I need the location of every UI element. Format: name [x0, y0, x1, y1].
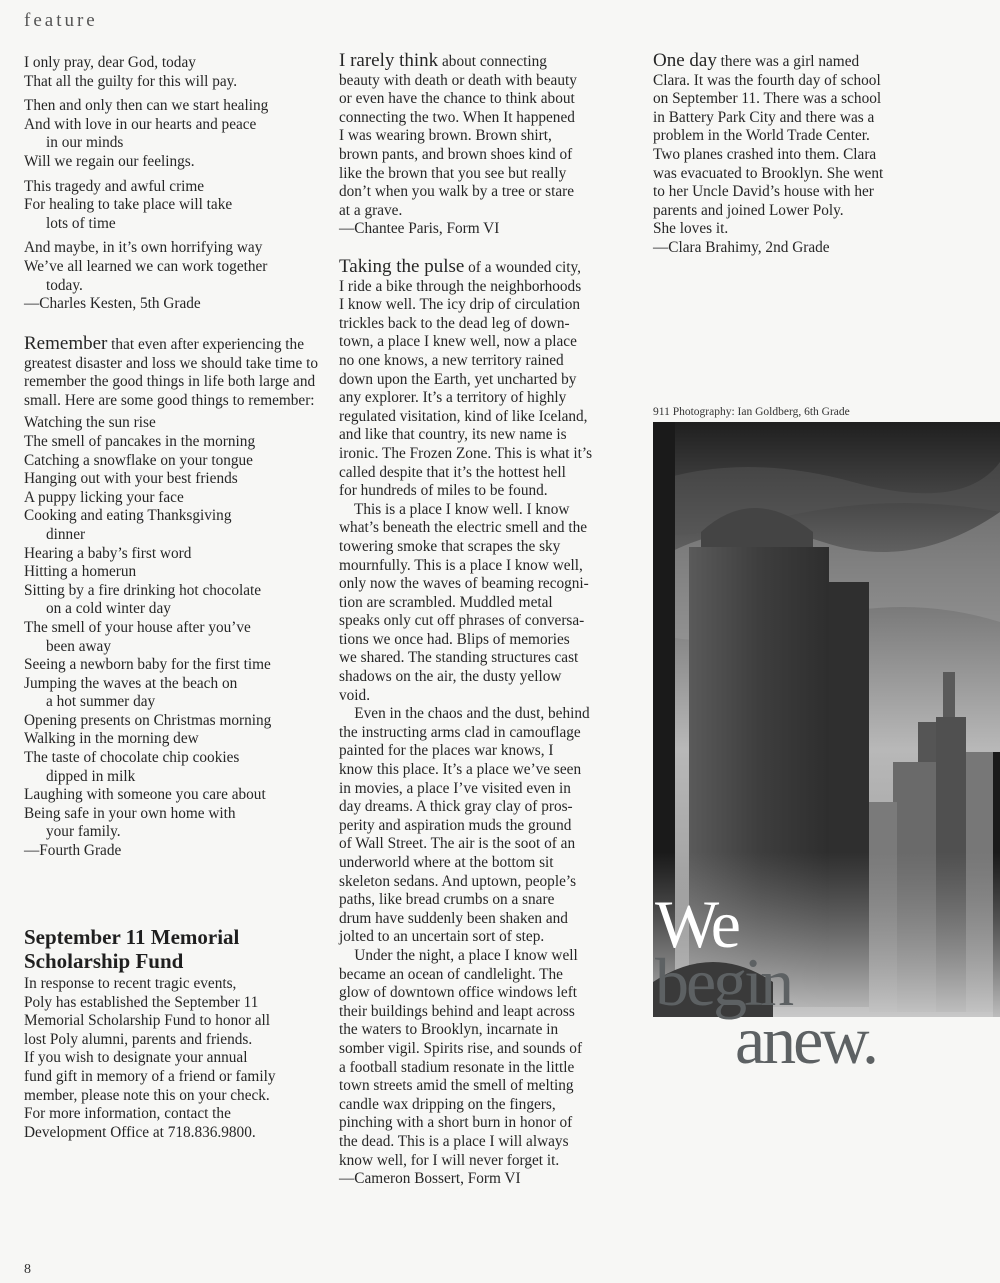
pulse-line: day dreams. A thick gray clay of pros- [339, 798, 573, 816]
remember-item: Seeing a newborn baby for the first time [24, 656, 271, 674]
think-line: at a grave. [339, 201, 403, 219]
think-line: connecting the two. When It happened [339, 108, 575, 126]
remember-section [24, 335, 324, 861]
remember-item: Being safe in your own home with [24, 804, 236, 822]
pulse-line: trickles back to the dead leg of down- [339, 314, 570, 332]
remember-item: The taste of chocolate chip cookies [24, 749, 240, 767]
remember-intro-text: that even after experiencing the greatest disaster and loss we should take time to remember the good things in life both large and small. Here are some good things to remember: [24, 336, 318, 409]
pulse-line: only now the waves of beaming recogni- [339, 575, 589, 593]
pulse-line: void. [339, 686, 371, 704]
poem-line: We’ve all learned we can work together [24, 257, 268, 275]
pulse-line: This is a place I know well. I know [339, 500, 570, 518]
oneday-line [653, 52, 953, 72]
pulse-line: know well, for I will never forget it. [339, 1151, 560, 1169]
pulse-line: candle wax dripping on the fingers, [339, 1095, 556, 1113]
oneday-section [653, 52, 953, 258]
poem-line: lots of time [46, 214, 116, 232]
pulse-lead: Taking the pulse [339, 256, 465, 277]
pulse-line: and like that country, its new name is [339, 426, 567, 444]
pulse-line: down upon the Earth, yet uncharted by [339, 370, 577, 388]
remember-item: your family. [46, 823, 121, 841]
think-line: like the brown that you see but really [339, 164, 567, 182]
pulse-line: underworld where at the bottom sit [339, 854, 554, 871]
pulse-credit: —Cameron Bossert, Form VI [339, 1170, 521, 1188]
remember-item: on a cold winter day [46, 600, 171, 618]
pulse-line: Under the night, a place I know well [339, 946, 578, 964]
remember-item: Catching a snowflake on your tongue [24, 451, 253, 469]
poem-line: today. [46, 276, 83, 294]
think-text: about connecting [438, 53, 547, 70]
oneday-body [653, 52, 953, 239]
pulse-line: no one knows, a new territory rained [339, 351, 564, 369]
remember-item: Hanging out with your best friends [24, 470, 238, 488]
oneday-line: She loves it. [653, 220, 729, 238]
remember-lead: Remember [24, 333, 108, 354]
pulse-line: Even in the chaos and the dust, behind [339, 705, 590, 723]
poem-line: And maybe, in it’s own horrifying way [24, 239, 263, 257]
poem-line: in our minds [46, 134, 124, 152]
oneday-credit: —Clara Brahimy, 2nd Grade [653, 238, 830, 256]
poem-line: And with love in our hearts and peace [24, 115, 257, 133]
oneday-lead: One day [653, 50, 717, 71]
think-credit: —Chantee Paris, Form VI [339, 220, 500, 238]
poem-line: Will we regain our feelings. [24, 152, 195, 170]
headline-line-3: anew. [735, 1002, 877, 1078]
pulse-line: regulated visitation, kind of like Iceland, [339, 407, 588, 425]
oneday-line: in Battery Park City and there was a [653, 108, 875, 126]
pulse-line: the dead. This is a place I will always [339, 1132, 569, 1150]
pulse-body [339, 258, 634, 1170]
pulse-line [339, 258, 634, 278]
oneday-line: to her Uncle David’s house with her [653, 183, 874, 201]
fund-line: For more information, contact the [24, 1105, 231, 1123]
pulse-line: called despite that it’s the hottest hell [339, 463, 566, 481]
pulse-line: of Wall Street. The air is the soot of an [339, 835, 576, 853]
section-label: feature [24, 10, 98, 31]
pulse-line: their buildings behind and leapt across [339, 1002, 575, 1020]
think-line: beauty with death or death with beauty [339, 71, 577, 89]
fund-title-line: September 11 Memorial [24, 925, 240, 949]
pulse-line: skeleton sedans. And uptown, people’s [339, 872, 577, 890]
poem [24, 54, 324, 314]
poem-stanza [24, 178, 324, 234]
think-line [339, 52, 634, 72]
think-lead: I rarely think [339, 50, 439, 71]
remember-item: The smell of pancakes in the morning [24, 432, 256, 450]
poem-stanza [24, 97, 324, 171]
oneday-line: Clara. It was the fourth day of school [653, 71, 881, 89]
fund-line: fund gift in memory of a friend or family [24, 1067, 276, 1085]
pulse-line: jolted to an uncertain sort of step. [339, 928, 545, 946]
fund-line: lost Poly alumni, parents and friends. [24, 1030, 253, 1048]
poem-credit: —Charles Kesten, 5th Grade [24, 295, 201, 313]
headline-line-1: We [655, 886, 738, 962]
pulse-line: perity and aspiration muds the ground [339, 816, 572, 834]
pulse-line: a football stadium resonate in the little [339, 1058, 575, 1076]
pulse-line: ironic. The Frozen Zone. This is what it’s [339, 444, 593, 462]
headline [655, 886, 1000, 1078]
remember-item: Opening presents on Christmas morning [24, 711, 272, 729]
remember-item: The smell of your house after you’ve [24, 618, 251, 636]
pulse-line: for hundreds of miles to be found. [339, 482, 548, 500]
remember-item: Hearing a baby’s first word [24, 544, 192, 562]
pulse-line: the waters to Brooklyn, incarnate in [339, 1021, 559, 1039]
fund-line: Development Office at 718.836.9800. [24, 1123, 256, 1141]
remember-list [24, 414, 324, 842]
pulse-line: tions we once had. Blips of memories [339, 630, 570, 648]
pulse-line: town, a place I knew well, now a place [339, 333, 577, 351]
fund-line: If you wish to designate your annual [24, 1049, 248, 1067]
oneday-line: problem in the World Trade Center. [653, 127, 870, 145]
poem-stanza [24, 239, 324, 295]
oneday-line: was evacuated to Brooklyn. She went [653, 164, 884, 182]
remember-item: a hot summer day [46, 693, 156, 711]
think-line: brown pants, and brown shoes kind of [339, 145, 573, 163]
pulse-line: shadows on the air, the dusty yellow [339, 668, 562, 686]
pulse-line: tion are scrambled. Muddled metal [339, 593, 553, 611]
remember-item: been away [46, 637, 111, 655]
pulse-line: mournfully. This is a place I know well, [339, 556, 583, 574]
pulse-line: glow of downtown office windows left [339, 984, 578, 1002]
remember-item: Cooking and eating Thanksgiving [24, 507, 232, 525]
pulse-line: speaks only cut off phrases of conversa- [339, 612, 585, 630]
oneday-text: there was a girl named [716, 53, 860, 70]
pulse-line: what’s beneath the electric smell and the [339, 519, 588, 537]
remember-item: Jumping the waves at the beach on [24, 674, 238, 692]
oneday-line: on September 11. There was a school [653, 90, 882, 108]
fund-title-line: Scholarship Fund [24, 949, 184, 973]
poem-line: Then and only then can we start healing [24, 97, 269, 115]
poem-line: I only pray, dear God, today [24, 54, 196, 71]
fund-line: member, please note this on your check. [24, 1086, 270, 1104]
poem-stanza [24, 54, 324, 91]
pulse-line: know this place. It’s a place we’ve seen [339, 761, 582, 779]
pulse-text: of a wounded city, [464, 259, 581, 276]
think-line: I was wearing brown. Brown shirt, [339, 127, 552, 145]
pulse-line: the instructing arms clad in camouflage [339, 723, 581, 741]
think-line: or even have the chance to think about [339, 90, 575, 108]
pulse-line: any explorer. It’s a territory of highly [339, 389, 567, 407]
pulse-line: somber vigil. Spirits rise, and sounds of [339, 1039, 583, 1057]
pulse-line: painted for the places war knows, I [339, 742, 554, 760]
pulse-line: towering smoke that scrapes the sky [339, 537, 561, 555]
fund-line: Memorial Scholarship Fund to honor all [24, 1012, 270, 1030]
pulse-line: town streets amid the smell of melting [339, 1077, 574, 1095]
remember-intro [24, 335, 324, 410]
fund-line: In response to recent tragic events, [24, 975, 237, 992]
photo-caption: 911 Photography: Ian Goldberg, 6th Grade [653, 406, 850, 418]
pulse-line: we shared. The standing structures cast [339, 649, 579, 667]
pulse-line: drum have suddenly been shaken and [339, 909, 568, 927]
scholarship-fund [24, 925, 324, 1142]
poem-line: That all the guilty for this will pay. [24, 72, 238, 90]
remember-item: dinner [46, 525, 86, 543]
remember-item: Hitting a homerun [24, 563, 137, 581]
fund-line: Poly has established the September 11 [24, 993, 259, 1011]
pulse-line: I ride a bike through the neighborhoods [339, 277, 582, 295]
think-section [339, 52, 634, 239]
poem-line: This tragedy and awful crime [24, 177, 205, 195]
poem-line: For healing to take place will take [24, 196, 233, 214]
remember-item: A puppy licking your face [24, 488, 184, 506]
remember-item: Laughing with someone you care about [24, 786, 266, 804]
remember-credit: —Fourth Grade [24, 842, 122, 860]
remember-item: dipped in milk [46, 767, 136, 785]
pulse-section [339, 258, 634, 1189]
pulse-line: in movies, a place I’ve visited even in [339, 779, 571, 797]
remember-item: Sitting by a fire drinking hot chocolate [24, 581, 262, 599]
page-number: 8 [24, 1262, 31, 1277]
oneday-line: parents and joined Lower Poly. [653, 201, 844, 219]
oneday-line: Two planes crashed into them. Clara [653, 145, 877, 163]
remember-item: Walking in the morning dew [24, 730, 199, 748]
think-body [339, 52, 634, 220]
pulse-line: became an ocean of candlelight. The [339, 965, 563, 983]
remember-item: Watching the sun rise [24, 414, 156, 432]
think-line: don’t when you walk by a tree or stare [339, 183, 575, 201]
fund-title [24, 925, 324, 973]
fund-body [24, 975, 324, 1142]
pulse-line: pinching with a short burn in honor of [339, 1114, 573, 1132]
pulse-line: I know well. The icy drip of circulation [339, 296, 581, 314]
headline-line-2: begin [655, 944, 792, 1020]
pulse-line: paths, like bread crumbs on a snare [339, 891, 555, 909]
